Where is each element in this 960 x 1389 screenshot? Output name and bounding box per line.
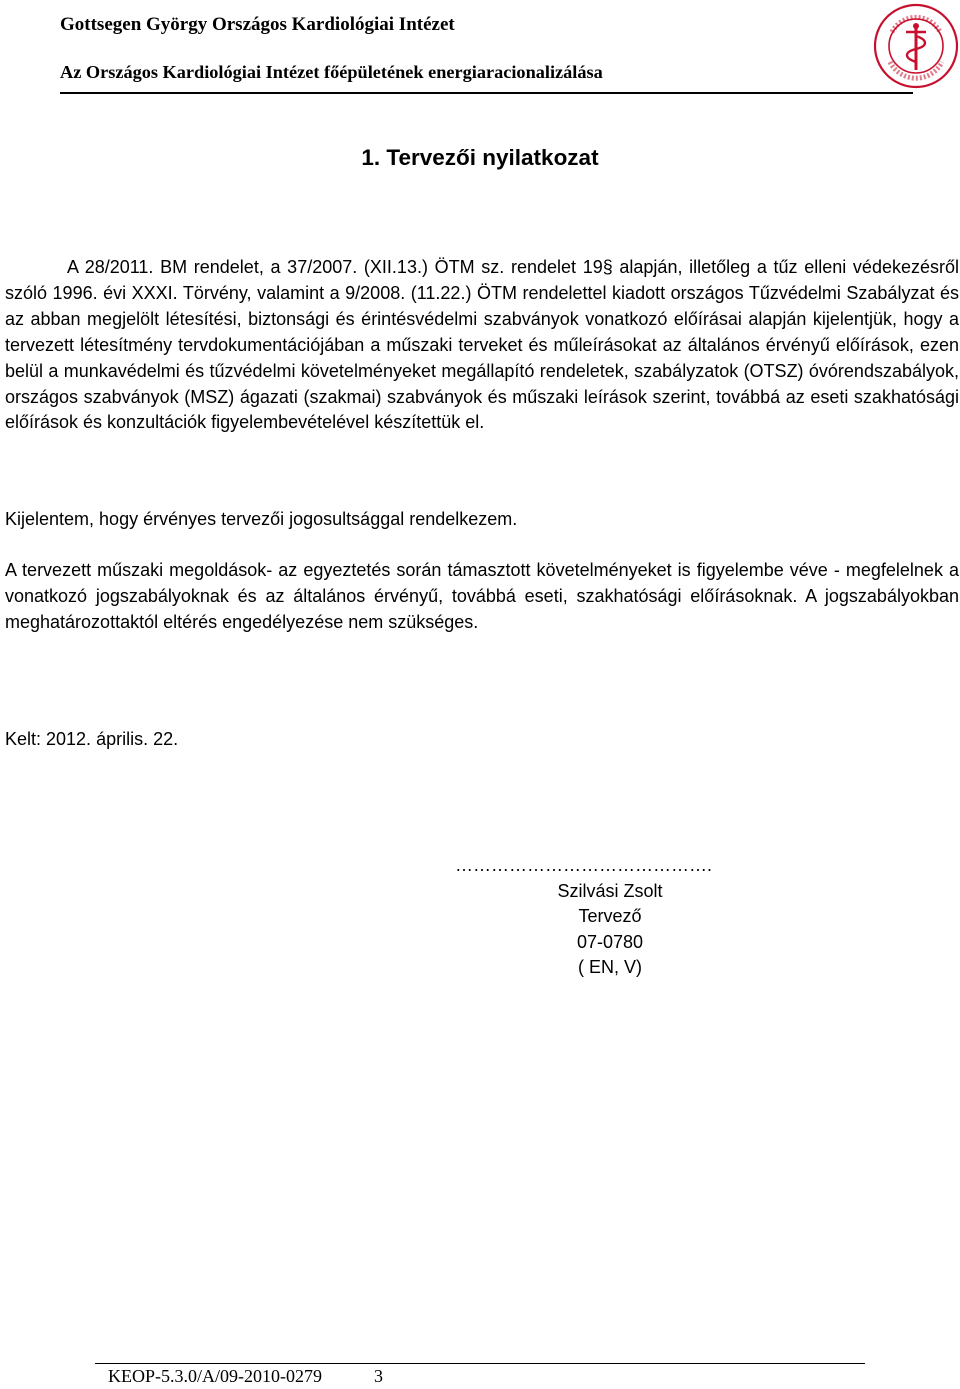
page-number: 3 xyxy=(374,1366,383,1386)
signer-license-number: 07-0780 xyxy=(576,931,644,952)
signer-license-codes: ( EN, V) xyxy=(577,957,642,978)
header-divider xyxy=(60,92,913,94)
page-title: 1. Tervezői nyilatkozat xyxy=(361,145,599,170)
page-header xyxy=(60,0,940,100)
footer-divider xyxy=(95,1363,865,1364)
caduceus-seal-icon xyxy=(872,2,960,90)
signature-block xyxy=(455,853,765,981)
compliance-paragraph: A tervezett műszaki megoldások- az egyeztetés során támasztott követelményeket is figyelembe véve - megfelelnek a vonatkozó jogszabályoknak és az általános érvényű, továbbá eseti, szakhatósági előírásoknak. A jogszabályokban meghatározottaktól eltérés engedélyezése nem szükséges. xyxy=(5,560,959,632)
declaration-paragraph: A 28/2011. BM rendelet, a 37/2007. (XII.13.) ÖTM sz. rendelet 19§ alapján, illetőleg a tűz elleni védekezésről szóló 1996. évi XXXI. Törvény, valamint a 9/2008. (11.22.) ÖTM rendelettel kiadott országos Tűzvédelmi Szabályzat és az abban megjelölt létesítési, biztonsági és érintésvédelmi szabványok vonatkozó előírásai alapján kijelentjük, hogy a tervezett létesítmény tervdokumentációjában a műszaki terveket és műleírásokat az általános érvényű előírások, ezen belül a munkavédelmi és tűzvédelmi követelményeket megállapító rendeletek, szabályzatok (OTSZ) óvórendszabályok, országos szabványok (MSZ) ágazati (szakmai) szabványok és műszaki leírások szerint, továbbá az eseti szakhatósági előírások és konzultációk figyelembevételével készítettük el. xyxy=(5,257,959,433)
header-institution: Gottsegen György Országos Kardiológiai Intézet xyxy=(60,14,455,35)
date-line: Kelt: 2012. április. 22. xyxy=(5,729,179,749)
footer-reference: KEOP-5.3.0/A/09-2010-0279 xyxy=(108,1366,322,1386)
page-footer xyxy=(108,1366,383,1387)
signer-name: Szilvási Zsolt xyxy=(557,880,663,901)
signature-line: ……………………………………. xyxy=(455,855,713,875)
header-project-title: Az Országos Kardiológiai Intézet főépületének energiaracionalizálása xyxy=(60,62,603,82)
qualification-statement: Kijelentem, hogy érvényes tervezői jogosultsággal rendelkezem. xyxy=(5,509,518,529)
signer-role: Tervező xyxy=(578,906,642,927)
